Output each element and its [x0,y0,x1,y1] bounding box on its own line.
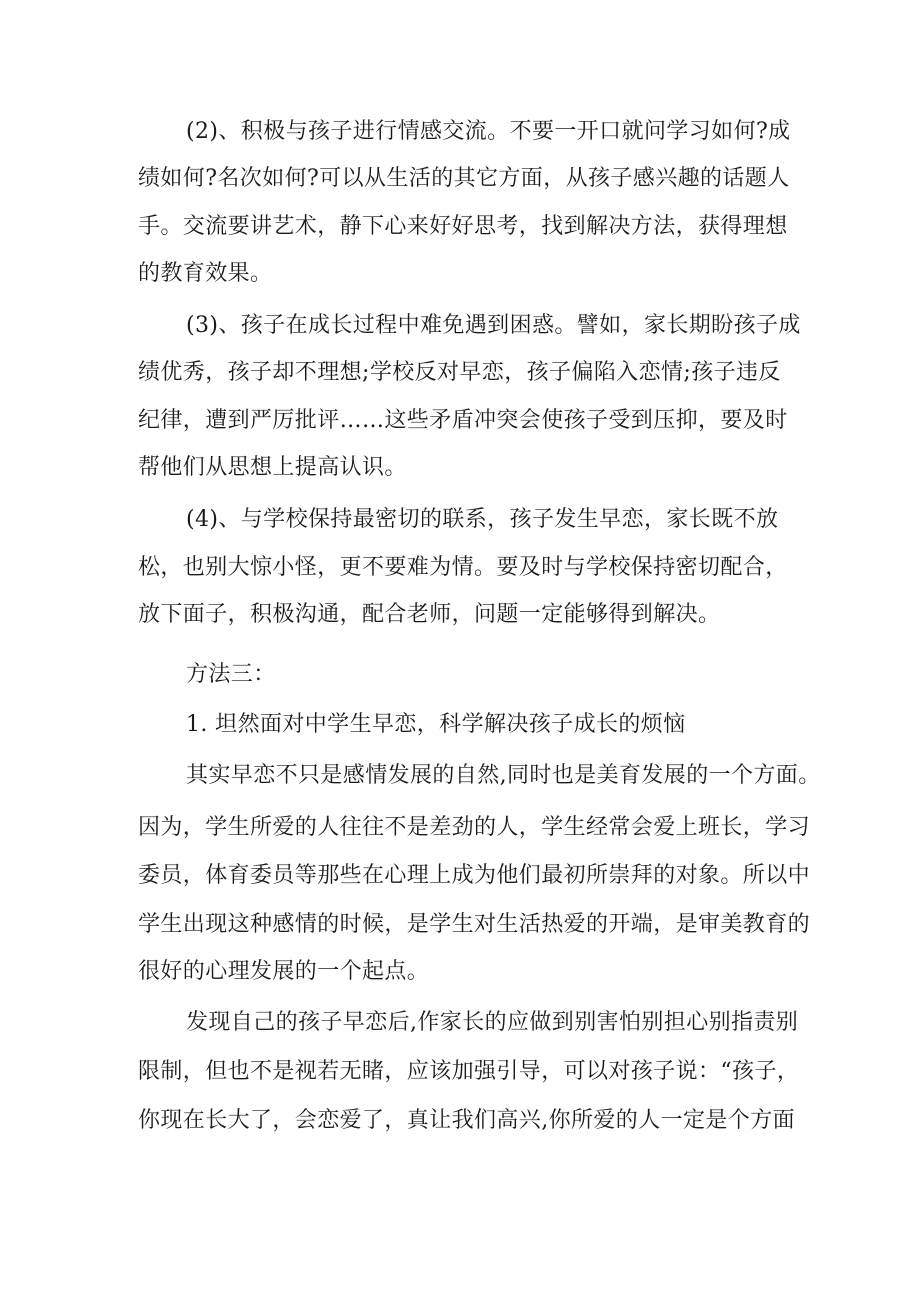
paragraph-5-line-5: 很好的心理发展的一个起点。 [138,959,430,984]
paragraph-5-line-4: 学生出现这种感情的时候，是学生对生活热爱的开端，是审美教育的 [138,912,811,937]
paragraph-3-line-1: (3)、孩子在成长过程中难免遇到困惑。譬如，家长期盼孩子成 [186,313,801,338]
method-heading: 方法三： [186,662,276,687]
paragraph-2-line-1: (2)、积极与孩子进行情感交流。不要一开口就问学习如何?成 [186,119,791,144]
paragraph-5-line-3: 委员，体育委员等那些在心理上成为他们最初所崇拜的对象。所以中 [138,863,811,888]
paragraph-4-line-2: 松，也别大惊小怪，更不要难为情。要及时与学校保持密切配合， [138,555,788,580]
paragraph-4-line-3: 放下面子，积极沟通，配合老师，问题一定能够得到解决。 [138,602,721,627]
paragraph-6-line-2: 限制，但也不是视若无睹，应该加强引导，可以对孩子说：“孩子， [138,1059,800,1084]
section-heading: 1. 坦然面对中学生早恋，科学解决孩子成长的烦恼 [186,712,686,737]
paragraph-4-line-1: (4)、与学校保持最密切的联系，孩子发生早恋，家长既不放 [186,507,779,532]
paragraph-3-line-2: 绩优秀，孩子却不理想;学校反对早恋，孩子偏陷入恋情;孩子违反 [138,360,781,385]
paragraph-5-line-2: 因为，学生所爱的人往往不是差劲的人，学生经常会爱上班长，学习 [138,815,811,840]
paragraph-6-line-1: 发现自己的孩子早恋后,作家长的应做到别害怕别担心别指责别 [186,1010,799,1035]
paragraph-2-line-4: 的教育效果。 [138,261,273,286]
paragraph-2-line-2: 绩如何?名次如何?可以从生活的其它方面，从孩子感兴趣的话题人 [138,166,790,191]
paragraph-3-line-3: 纪律，遭到严厉批评……这些矛盾冲突会使孩子受到压抑，要及时 [138,408,788,433]
paragraph-3-line-4: 帮他们从思想上提高认识。 [138,455,407,480]
paragraph-2-line-3: 手。交流要讲艺术，静下心来好好思考，找到解决方法，获得理想 [138,214,788,239]
paragraph-5-line-1: 其实早恋不只是感情发展的自然,同时也是美育发展的一个方面。 [186,763,821,788]
paragraph-6-line-3: 你现在长大了，会恋爱了，真让我们高兴,你所爱的人一定是个方面 [138,1108,795,1133]
